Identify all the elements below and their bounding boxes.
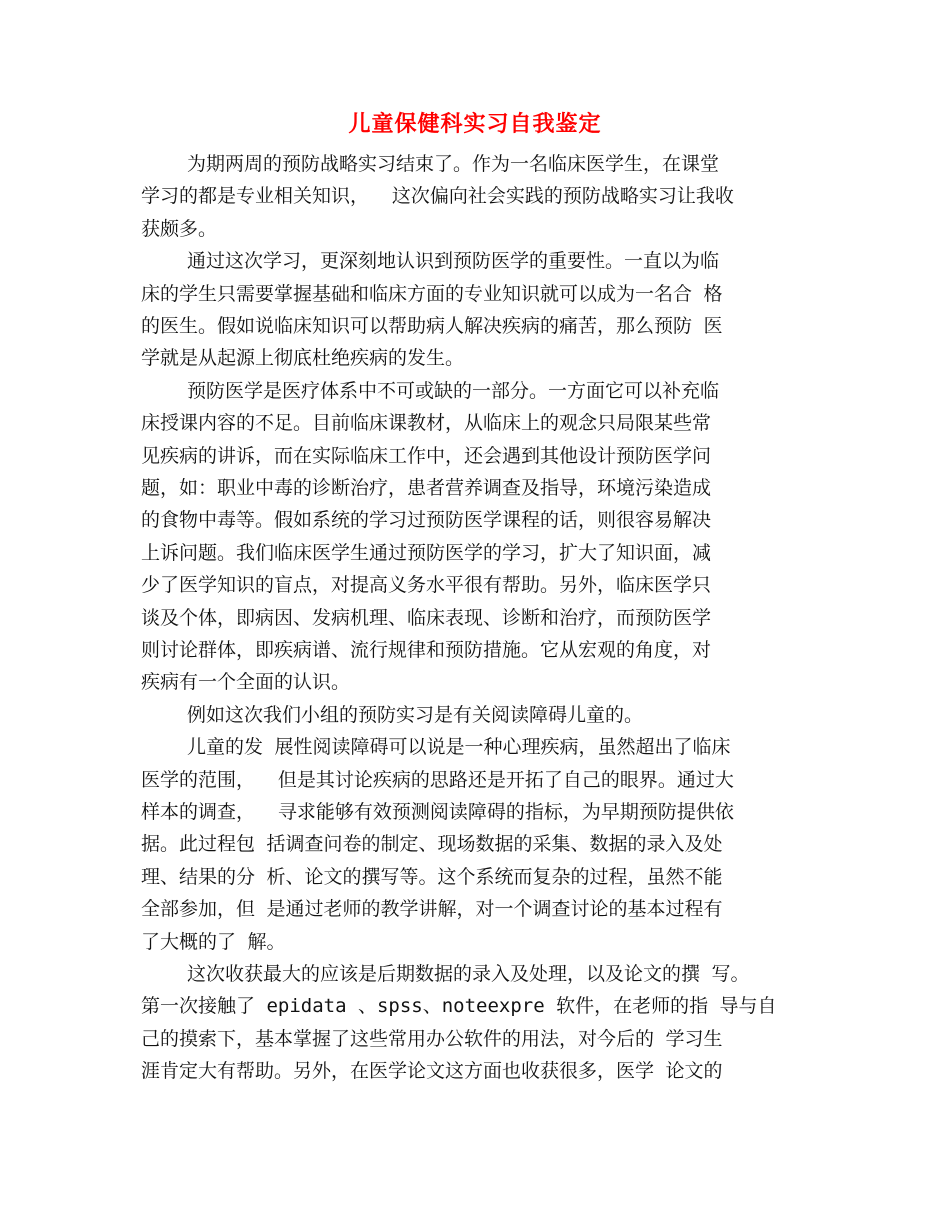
text-line: 床授课内容的不足。目前临床课教材，从临床上的观念只局限某些常 [141, 412, 712, 434]
text-line: 例如这次我们小组的预防实习是有关阅读障碍儿童的。 [187, 704, 644, 726]
text-line: 见疾病的讲诉，而在实际临床工作中，还会遇到其他设计预防医学问 [141, 445, 712, 467]
text-line: 样本的调查， 寻求能够有效预测阅读障碍的指标，为早期预防提供依 [141, 801, 734, 823]
text-line: 获颇多。 [141, 218, 218, 240]
text-line: 据。此过程包 括调查问卷的制定、现场数据的采集、数据的录入及处 [141, 833, 723, 855]
text-line: 理、结果的分 析、论文的撰写等。这个系统而复杂的过程，虽然不能 [141, 866, 723, 888]
text-line: 少了医学知识的盲点，对提高义务水平很有帮助。另外，临床医学只 [141, 574, 712, 596]
text-line: 学习的都是专业相关知识， 这次偏向社会实践的预防战略实习让我收 [141, 185, 734, 207]
text-line: 了大概的了 解。 [141, 931, 286, 953]
text-line: 的食物中毒等。假如系统的学习过预防医学课程的话，则很容易解决 [141, 509, 712, 531]
text-line: 己的摸索下，基本掌握了这些常用办公软件的用法，对今后的 学习生 [141, 1028, 723, 1050]
text-line: 预防医学是医疗体系中不可或缺的一部分。一方面它可以补充临 [187, 380, 720, 402]
text-line: 学就是从起源上彻底杜绝疾病的发生。 [141, 347, 465, 369]
text-line: 谈及个体，即病因、发病机理、临床表现、诊断和治疗，而预防医学 [141, 607, 712, 629]
text-line: 题，如：职业中毒的诊断治疗，患者营养调查及指导，环境污染造成 [141, 477, 712, 499]
text-line: 上诉问题。我们临床医学生通过预防医学的学习，扩大了知识面，减 [141, 542, 712, 564]
text-line: 医学的范围， 但是其讨论疾病的思路还是开拓了自己的眼界。通过大 [141, 769, 734, 791]
text-line: 儿童的发 展性阅读障碍可以说是一种心理疾病，虽然超出了临床 [187, 736, 731, 758]
text-line: 床的学生只需要掌握基础和临床方面的专业知识就可以成为一名合 格 [141, 283, 723, 305]
document-title: 儿童保健科实习自我鉴定 [348, 111, 602, 137]
text-line: 疾病有一个全面的认识。 [141, 671, 351, 693]
text-line: 的医生。假如说临床知识可以帮助病人解决疾病的痛苦，那么预防 医 [141, 315, 723, 337]
text-line: 为期两周的预防战略实习结束了。作为一名临床医学生，在课堂 [187, 153, 720, 175]
text-line: 通过这次学习，更深刻地认识到预防医学的重要性。一直以为临 [187, 250, 720, 272]
text-line: 则讨论群体，即疾病谱、流行规律和预防措施。它从宏观的角度，对 [141, 639, 712, 661]
text-line: 第一次接触了 epidata 、spss、noteexpre 软件，在老师的指 导与自 [141, 995, 777, 1017]
text-line: 这次收获最大的应该是后期数据的录入及处理，以及论文的撰 写。 [187, 963, 750, 985]
text-line: 全部参加，但 是通过老师的教学讲解，对一个调查讨论的基本过程有 [141, 898, 723, 920]
text-line: 涯肯定大有帮助。另外，在医学论文这方面也收获很多，医学 论文的 [141, 1060, 723, 1082]
